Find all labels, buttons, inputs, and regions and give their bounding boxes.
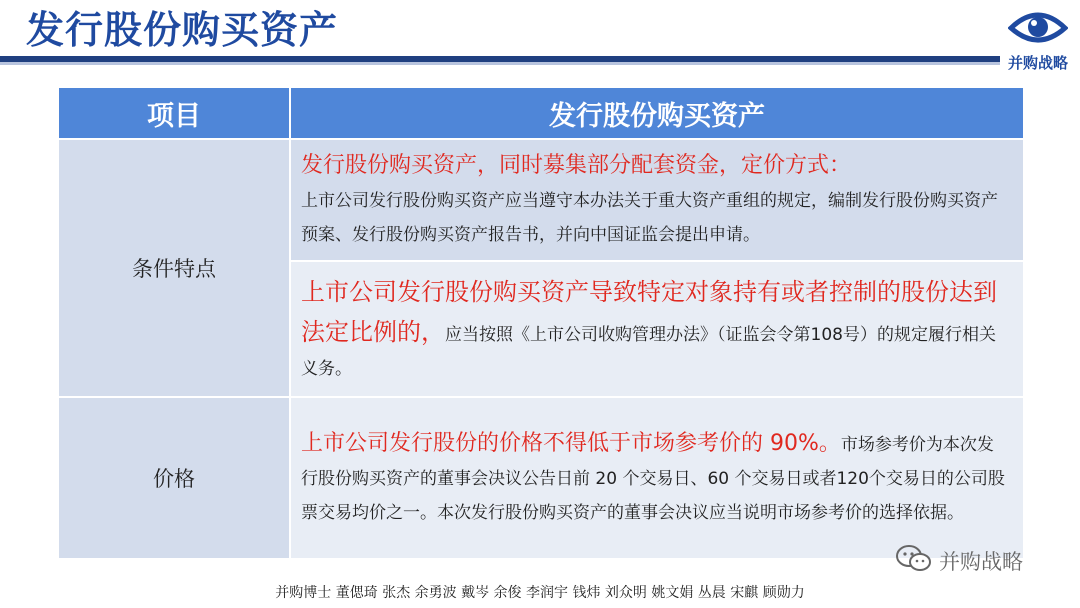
table-row	[58, 397, 1024, 559]
price-rule: 上市公司发行股份的价格不得低于市场参考价的 90%。	[301, 431, 841, 456]
title-divider-light	[0, 62, 1000, 65]
header-asset-purchase: 发行股份购买资产	[290, 87, 1024, 139]
price-cell	[290, 397, 1024, 559]
conditions-body: 上市公司发行股份购买资产应当遵守本办法关于重大资产重组的规定，编制发行股份购买资产预案、发行股份购买资产报告书，并向中国证监会提出申请。	[301, 191, 998, 245]
conditions-cell-2	[290, 261, 1024, 397]
wechat-watermark	[895, 542, 1055, 578]
table-row	[58, 139, 1024, 261]
conditions-heading: 发行股份购买资产，同时募集部分配套资金，定价方式：	[301, 153, 852, 178]
table-header-row	[58, 87, 1024, 139]
header-item: 项目	[58, 87, 290, 139]
threshold-text: 上市公司发行股份购买资产导致特定对象持有或者控制的股份达到法定比例的，	[301, 278, 997, 346]
logo-text: 并购战略	[1007, 54, 1068, 72]
obligation-text: 应当按照《上市公司收购管理办法》（证监会令第108号）的规定履行相关义务。	[301, 325, 996, 379]
conditions-cell-1	[290, 139, 1024, 261]
eye-icon	[1008, 8, 1068, 50]
wechat-icon	[895, 544, 933, 574]
comparison-table	[57, 86, 1025, 560]
price-body: 市场参考价为本次发行股份购买资产的董事会决议公告日前 20 个交易日、60 个交易日或者120个交易日的公司股票交易均价之一。本次发行股份购买资产的董事会决议应当说明市场参考价的选择依据。	[301, 435, 1005, 523]
row-label-conditions: 条件特点	[58, 139, 290, 397]
page-title: 发行股份购买资产	[26, 8, 339, 52]
row-label-price: 价格	[58, 397, 290, 559]
brand-logo	[1000, 8, 1076, 72]
author-footer: 并购博士 董偲琦 张杰 余勇波 戴岑 余俊 李润宇 钱炜 刘众明 姚文娟 丛晨 宋麒 顾勋力	[275, 585, 805, 601]
watermark-text: 并购战略	[939, 550, 1023, 574]
